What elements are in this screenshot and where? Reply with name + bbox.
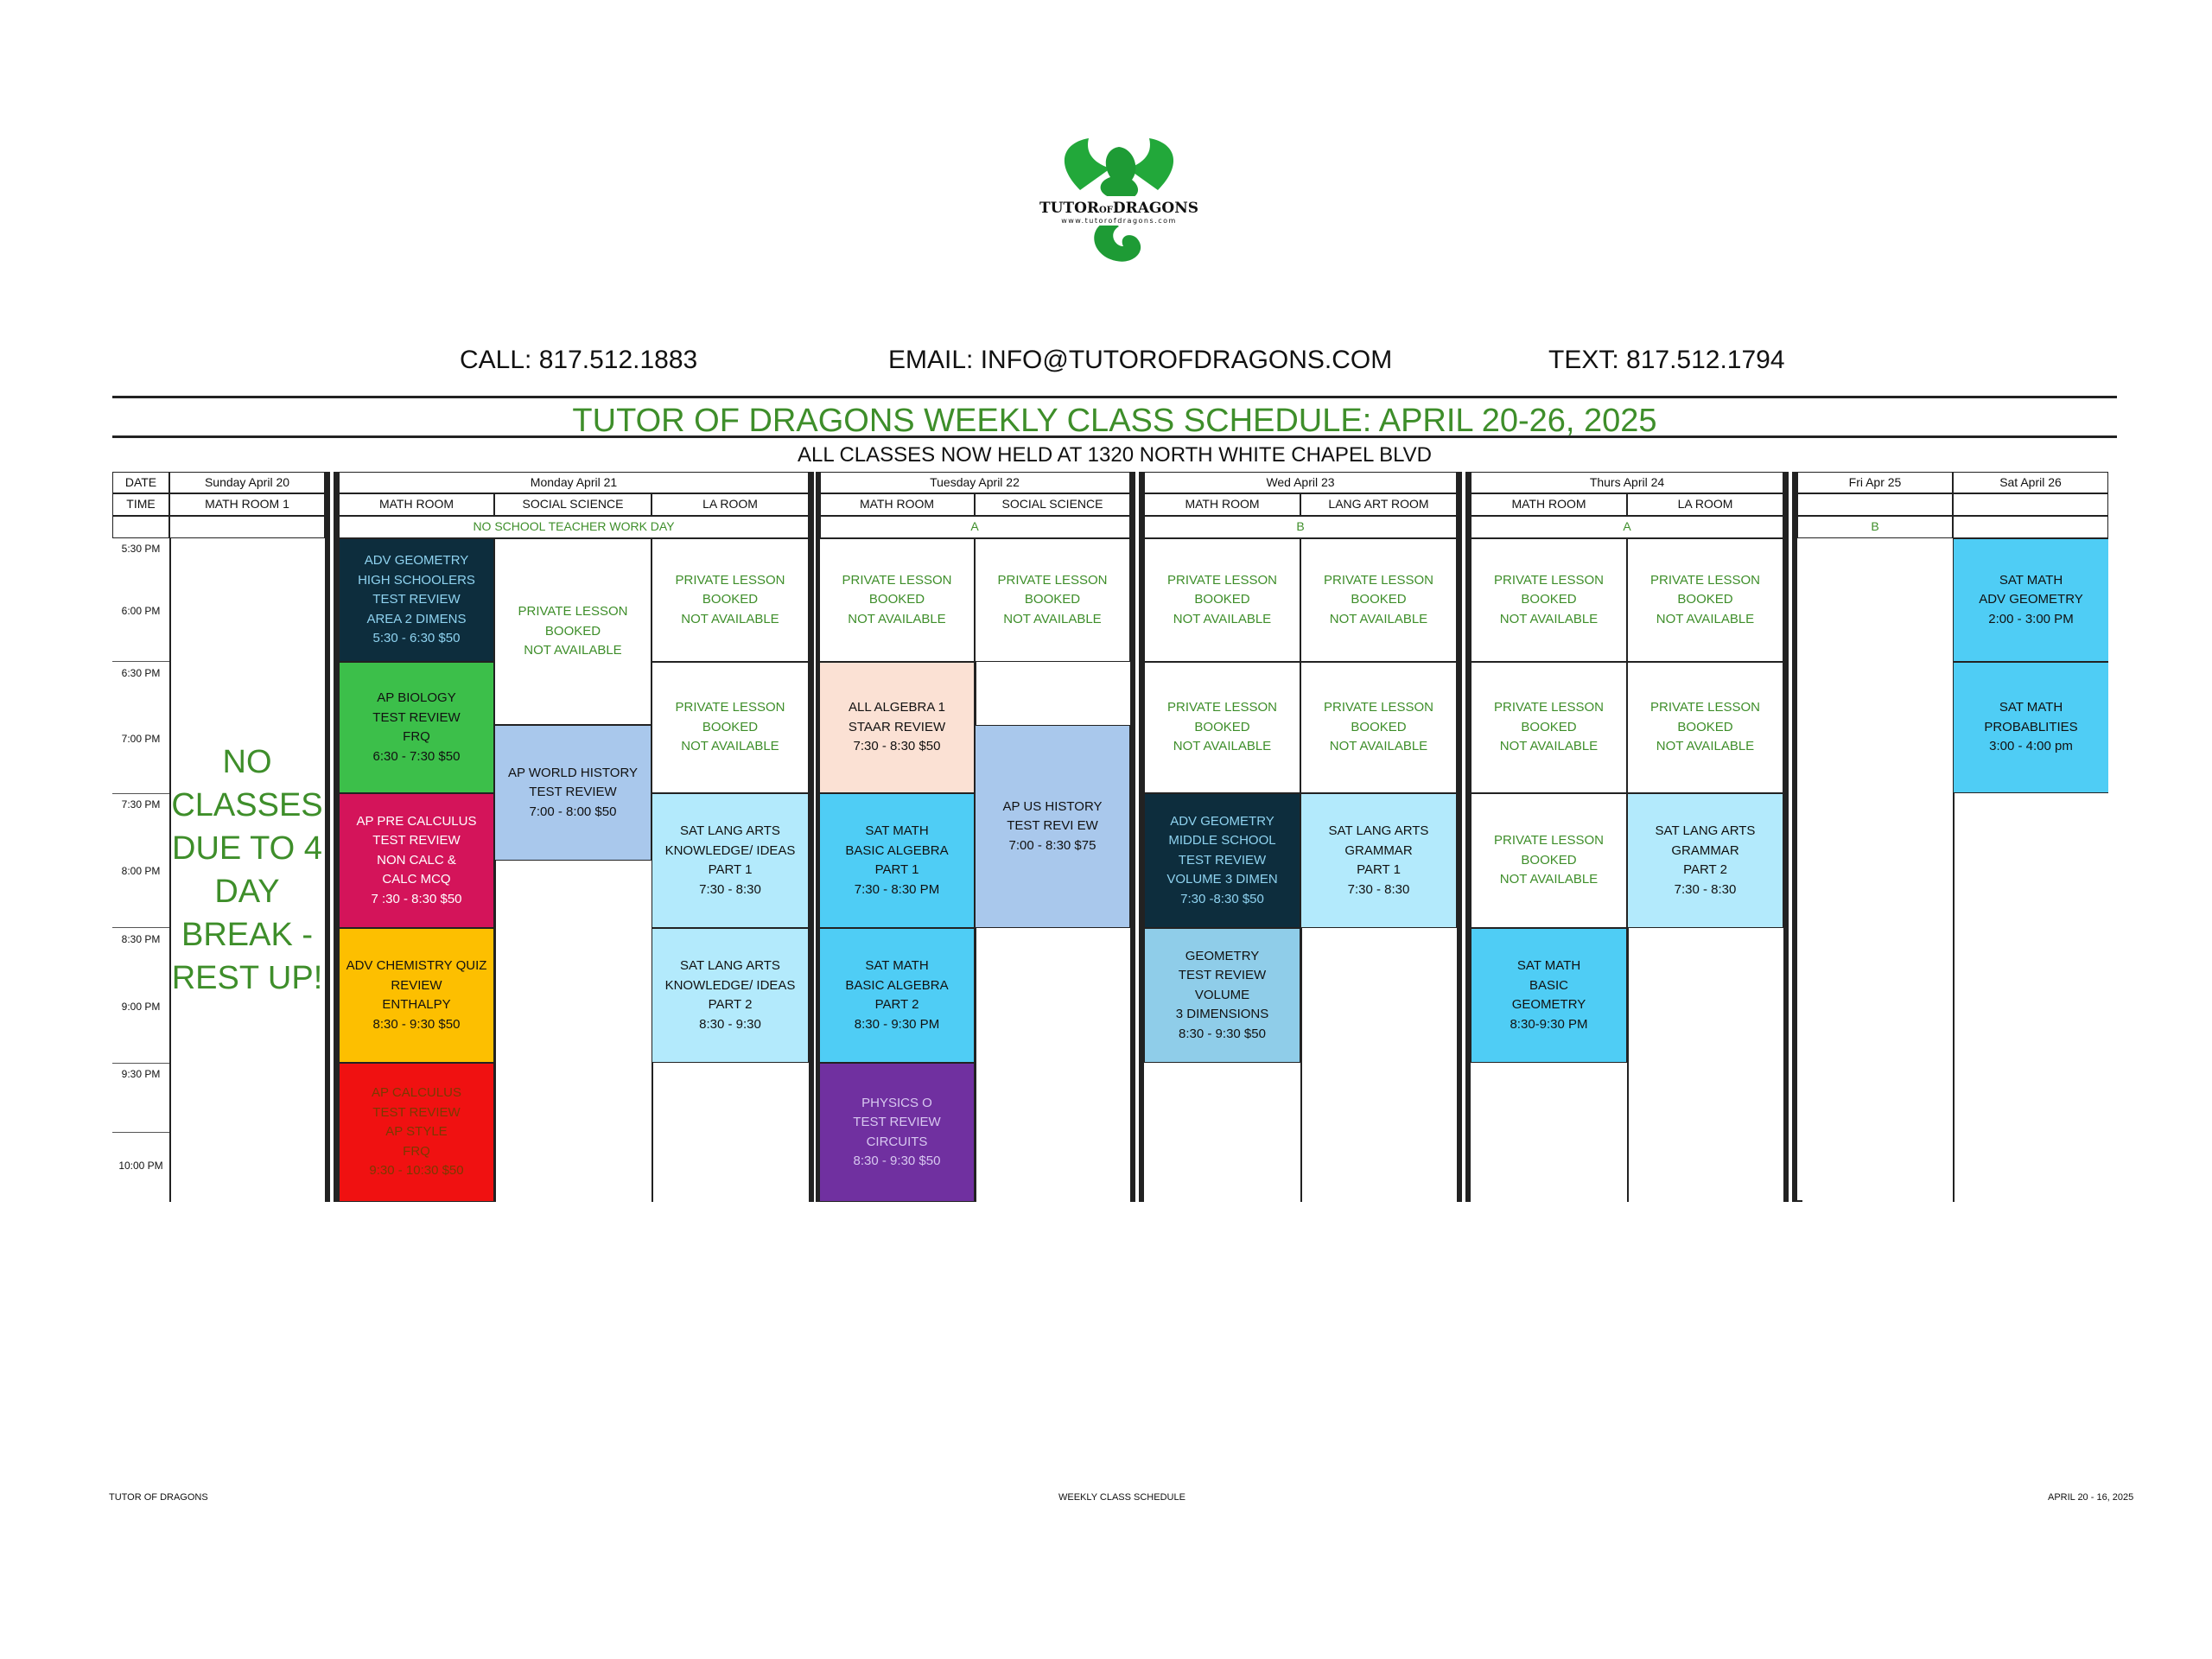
note-wednesday: B xyxy=(1144,516,1457,538)
contact-call[interactable]: CALL: 817.512.1883 xyxy=(460,346,698,374)
contact-text[interactable]: TEXT: 817.512.1794 xyxy=(1548,346,1785,374)
note-tuesday: A xyxy=(819,516,1130,538)
time-slot: 9:00 PM xyxy=(121,1001,161,1013)
event-private-lesson[interactable]: PRIVATE LESSON BOOKED NOT AVAILABLE xyxy=(1627,538,1783,662)
day-separator xyxy=(809,472,814,1202)
event-private-lesson[interactable]: PRIVATE LESSON BOOKED NOT AVAILABLE xyxy=(1144,662,1300,793)
note-friday: B xyxy=(1797,516,1953,538)
no-classes-notice: NO CLASSES DUE TO 4 DAY BREAK - REST UP! xyxy=(171,743,323,997)
svg-text:www.tutorofdragons.com: www.tutorofdragons.com xyxy=(1061,217,1177,225)
footer-left: TUTOR OF DRAGONS xyxy=(109,1492,208,1503)
day-separator xyxy=(1130,472,1135,1202)
event-ap-pre-calculus[interactable]: AP PRE CALCULUS TEST REVIEW NON CALC & CALC MCQ 7 :30 - 8:30 $50 xyxy=(339,793,494,928)
time-slot: 8:00 PM xyxy=(121,865,161,877)
time-slot: 9:30 PM xyxy=(121,1068,161,1080)
note-sunday-blank xyxy=(169,516,325,538)
footer-right: APRIL 20 - 16, 2025 xyxy=(2048,1492,2134,1503)
room-saturday-blank xyxy=(1953,493,2108,516)
event-sat-math-geometry[interactable]: SAT MATH BASIC GEOMETRY 8:30-9:30 PM xyxy=(1471,928,1627,1063)
event-algebra1-staar[interactable]: ALL ALGEBRA 1 STAAR REVIEW 7:30 - 8:30 $50 xyxy=(819,662,975,793)
event-ap-calculus[interactable]: AP CALCULUS TEST REVIEW AP STYLE FRQ 9:30 - 10:30 $50 xyxy=(339,1063,494,1202)
time-slot: 6:30 PM xyxy=(121,667,161,679)
time-slot: 6:00 PM xyxy=(121,605,161,617)
friday-bottom xyxy=(1792,1200,1802,1202)
day-saturday: Sat April 26 xyxy=(1953,472,2108,493)
day-separator xyxy=(1457,472,1462,1202)
time-divider xyxy=(112,927,169,928)
schedule-title: TUTOR OF DRAGONS WEEKLY CLASS SCHEDULE: APRIL 20-26, 2025 xyxy=(572,403,1657,439)
tutor-of-dragons-logo xyxy=(1028,130,1210,281)
event-private-lesson[interactable]: PRIVATE LESSON BOOKED NOT AVAILABLE xyxy=(494,538,652,725)
time-slot: 7:30 PM xyxy=(121,798,161,810)
event-sat-la-knowledge-1[interactable]: SAT LANG ARTS KNOWLEDGE/ IDEAS PART 1 7:30 - 8:30 xyxy=(652,793,809,928)
note-saturday-blank xyxy=(1953,516,2108,538)
room-monday-social: SOCIAL SCIENCE xyxy=(494,493,652,516)
room-monday-math: MATH ROOM xyxy=(339,493,494,516)
svg-text:TUTOROFDRAGONS: TUTOROFDRAGONS xyxy=(1039,200,1199,217)
room-sunday-math: MATH ROOM 1 xyxy=(169,493,325,516)
note-blank-time xyxy=(112,516,169,538)
contact-email[interactable]: EMAIL: INFO@TUTOROFDRAGONS.COM xyxy=(888,346,1393,374)
day-friday: Fri Apr 25 xyxy=(1797,472,1953,493)
event-adv-geometry-hs[interactable]: ADV GEOMETRY HIGH SCHOOLERS TEST REVIEW AREA 2 DIMENS 5:30 - 6:30 $50 xyxy=(339,538,494,662)
event-private-lesson[interactable]: PRIVATE LESSON BOOKED NOT AVAILABLE xyxy=(1471,793,1627,928)
day-thursday: Thurs April 24 xyxy=(1471,472,1783,493)
room-monday-la: LA ROOM xyxy=(652,493,809,516)
day-monday: Monday April 21 xyxy=(339,472,809,493)
room-friday-blank xyxy=(1797,493,1953,516)
event-sat-la-grammar-1[interactable]: SAT LANG ARTS GRAMMAR PART 1 7:30 - 8:30 xyxy=(1300,793,1457,928)
event-sat-probabilities[interactable]: SAT MATH PROBABLITIES 3:00 - 4:00 pm xyxy=(1953,662,2108,793)
room-tuesday-social: SOCIAL SCIENCE xyxy=(975,493,1130,516)
event-geometry-volume[interactable]: GEOMETRY TEST REVIEW VOLUME 3 DIMENSIONS 8:30 - 9:30 $50 xyxy=(1144,928,1300,1063)
time-divider xyxy=(112,661,169,662)
day-tuesday: Tuesday April 22 xyxy=(819,472,1130,493)
event-sat-la-grammar-2[interactable]: SAT LANG ARTS GRAMMAR PART 2 7:30 - 8:30 xyxy=(1627,793,1783,928)
room-wednesday-langart: LANG ART ROOM xyxy=(1300,493,1457,516)
note-thursday: A xyxy=(1471,516,1783,538)
event-private-lesson[interactable]: PRIVATE LESSON BOOKED NOT AVAILABLE xyxy=(652,538,809,662)
day-separator xyxy=(1792,472,1797,1202)
event-private-lesson[interactable]: PRIVATE LESSON BOOKED NOT AVAILABLE xyxy=(819,538,975,662)
divider-top xyxy=(112,396,2117,398)
event-private-lesson[interactable]: PRIVATE LESSON BOOKED NOT AVAILABLE xyxy=(1471,662,1627,793)
event-private-lesson[interactable]: PRIVATE LESSON BOOKED NOT AVAILABLE xyxy=(1300,538,1457,662)
event-private-lesson[interactable]: PRIVATE LESSON BOOKED NOT AVAILABLE xyxy=(1144,538,1300,662)
day-wednesday: Wed April 23 xyxy=(1144,472,1457,493)
room-thursday-math: MATH ROOM xyxy=(1471,493,1627,516)
divider-mid xyxy=(112,435,2117,438)
event-private-lesson[interactable]: PRIVATE LESSON BOOKED NOT AVAILABLE xyxy=(1300,662,1457,793)
footer-center: WEEKLY CLASS SCHEDULE xyxy=(1058,1492,1185,1503)
note-monday: NO SCHOOL TEACHER WORK DAY xyxy=(339,516,809,538)
event-sat-math-algebra-2[interactable]: SAT MATH BASIC ALGEBRA PART 2 8:30 - 9:30 PM xyxy=(819,928,975,1063)
dragon-logo-icon xyxy=(1028,130,1210,281)
room-thursday-la: LA ROOM xyxy=(1627,493,1783,516)
time-slot: 5:30 PM xyxy=(121,543,161,555)
time-slot: 7:00 PM xyxy=(121,733,161,745)
room-tuesday-math: MATH ROOM xyxy=(819,493,975,516)
event-ap-world-history[interactable]: AP WORLD HISTORY TEST REVIEW 7:00 - 8:00 $50 xyxy=(494,725,652,861)
time-divider xyxy=(112,1063,169,1064)
time-divider xyxy=(112,793,169,794)
event-physics[interactable]: PHYSICS O TEST REVIEW CIRCUITS 8:30 - 9:30 $50 xyxy=(819,1063,975,1202)
date-label: DATE xyxy=(112,472,169,493)
day-separator xyxy=(1783,472,1789,1202)
event-adv-geometry-ms[interactable]: ADV GEOMETRY MIDDLE SCHOOL TEST REVIEW VOLUME 3 DIMEN 7:30 -8:30 $50 xyxy=(1144,793,1300,928)
schedule-subtitle: ALL CLASSES NOW HELD AT 1320 NORTH WHITE CHAPEL BLVD xyxy=(797,443,1432,467)
event-adv-chemistry[interactable]: ADV CHEMISTRY QUIZ REVIEW ENTHALPY 8:30 - 9:30 $50 xyxy=(339,928,494,1063)
time-slot: 10:00 PM xyxy=(118,1160,163,1172)
event-sat-math-algebra-1[interactable]: SAT MATH BASIC ALGEBRA PART 1 7:30 - 8:30 PM xyxy=(819,793,975,928)
day-separator xyxy=(325,472,330,1202)
day-sunday: Sunday April 20 xyxy=(169,472,325,493)
time-label: TIME xyxy=(112,493,169,516)
time-divider xyxy=(112,1132,169,1133)
event-private-lesson[interactable]: PRIVATE LESSON BOOKED NOT AVAILABLE xyxy=(975,538,1130,662)
room-wednesday-math: MATH ROOM xyxy=(1144,493,1300,516)
event-private-lesson[interactable]: PRIVATE LESSON BOOKED NOT AVAILABLE xyxy=(652,662,809,793)
event-ap-us-history[interactable]: AP US HISTORY TEST REVI EW 7:00 - 8:30 $75 xyxy=(975,725,1130,928)
event-ap-biology[interactable]: AP BIOLOGY TEST REVIEW FRQ 6:30 - 7:30 $50 xyxy=(339,662,494,793)
event-private-lesson[interactable]: PRIVATE LESSON BOOKED NOT AVAILABLE xyxy=(1627,662,1783,793)
event-sat-adv-geometry[interactable]: SAT MATH ADV GEOMETRY 2:00 - 3:00 PM xyxy=(1953,538,2108,662)
event-private-lesson[interactable]: PRIVATE LESSON BOOKED NOT AVAILABLE xyxy=(1471,538,1627,662)
event-sat-la-knowledge-2[interactable]: SAT LANG ARTS KNOWLEDGE/ IDEAS PART 2 8:30 - 9:30 xyxy=(652,928,809,1063)
time-slot: 8:30 PM xyxy=(121,933,161,945)
